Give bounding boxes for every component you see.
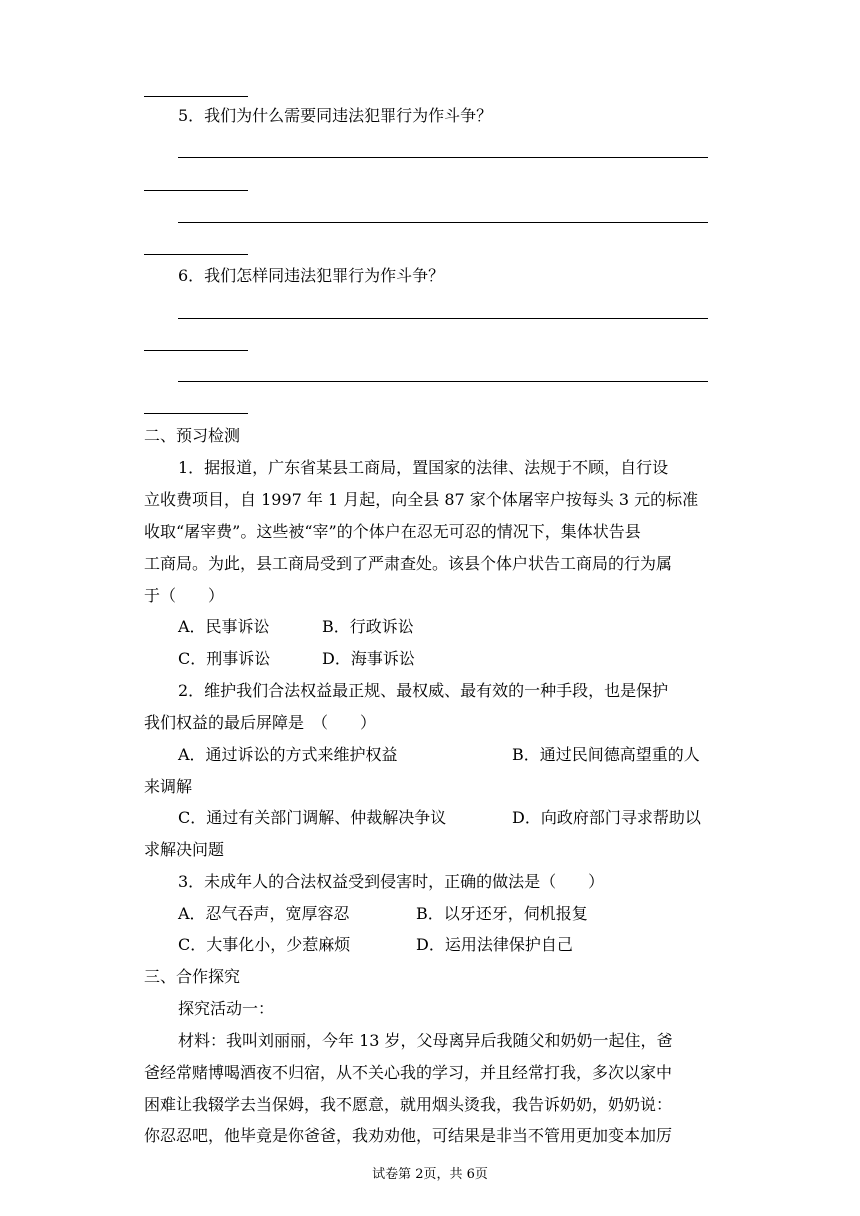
option-row (178, 904, 588, 924)
option-d[interactable]: D．向政府部门寻求帮助以 (512, 808, 701, 827)
question-6: 6．我们怎样同违法犯罪行为作斗争？ (178, 266, 445, 285)
question-3: 3．未成年人的合法权益受到侵害时，正确的做法是（ ） (178, 872, 605, 891)
option-b[interactable]: B．以牙还牙，伺机报复 (416, 904, 588, 923)
activity-title: 探究活动一： (178, 999, 275, 1018)
answer-blank[interactable] (144, 96, 248, 97)
section-heading: 三、合作探究 (144, 967, 241, 986)
answer-blank[interactable] (144, 413, 248, 414)
question-text-line: 立收费项目，自 1997 年 1 月起，向全县 87 家个体屠宰户按每头 3 元的标准 (144, 490, 699, 509)
question-text-line: 1．据报道，广东省某县工商局，置国家的法律、法规于不顾，自行设 (178, 458, 669, 477)
question-text-line: 我们权益的最后屏障是 （ ） (144, 713, 377, 732)
answer-blank[interactable] (178, 381, 708, 382)
answer-blank[interactable] (144, 254, 248, 255)
question-text-line: 2．维护我们合法权益最正规、最权威、最有效的一种手段，也是保护 (178, 681, 669, 700)
option-row (178, 935, 573, 955)
option-a[interactable]: A．忍气吞声，宽厚容忍 (178, 904, 350, 923)
option-row (178, 649, 415, 669)
question-text-line: 于（ ） (144, 586, 225, 605)
option-b-continued: 来调解 (144, 777, 193, 796)
answer-blank[interactable] (178, 222, 708, 223)
question-text-line: 收取“屠宰费”。这些被“宰”的个体户在忍无可忍的情况下，集体状告县 (144, 522, 641, 541)
option-d-continued: 求解决问题 (144, 840, 225, 859)
answer-blank[interactable] (144, 190, 248, 191)
answer-blank[interactable] (178, 318, 708, 319)
option-a[interactable]: A．通过诉讼的方式来维护权益 (178, 745, 398, 764)
material-line: 你忍忍吧，他毕竟是你爸爸，我劝劝他，可结果是非当不管用更加变本加厉 (144, 1126, 673, 1145)
material-line: 爸经常赌博喝酒夜不归宿，从不关心我的学习，并且经常打我，多次以家中 (144, 1063, 673, 1082)
option-d[interactable]: D．海事诉讼 (322, 649, 415, 668)
option-a[interactable]: A．民事诉讼 (178, 617, 270, 636)
question-text-line: 工商局。为此，县工商局受到了严肃查处。该县个体户状告工商局的行为属 (144, 554, 673, 573)
question-5: 5．我们为什么需要同违法犯罪行为作斗争？ (178, 106, 493, 125)
material-line: 困难让我辍学去当保姆，我不愿意，就用烟头烫我，我告诉奶奶，奶奶说： (144, 1095, 673, 1114)
answer-blank[interactable] (178, 157, 708, 158)
option-row (178, 617, 414, 637)
material-line: 材料：我叫刘丽丽，今年 13 岁，父母离异后我随父和奶奶一起住，爸 (178, 1031, 673, 1050)
option-c[interactable]: C．刑事诉讼 (178, 649, 271, 668)
option-b[interactable]: B．通过民间德高望重的人 (512, 745, 700, 764)
section-heading: 二、预习检测 (144, 426, 241, 445)
option-c[interactable]: C．通过有关部门调解、仲裁解决争议 (178, 808, 447, 827)
answer-blank[interactable] (144, 350, 248, 351)
option-c[interactable]: C．大事化小，少惹麻烦 (178, 935, 351, 954)
option-b[interactable]: B．行政诉讼 (322, 617, 414, 636)
option-d[interactable]: D．运用法律保护自己 (416, 935, 573, 954)
page-footer: 试卷第 2页，共 6页 (372, 1167, 488, 1182)
